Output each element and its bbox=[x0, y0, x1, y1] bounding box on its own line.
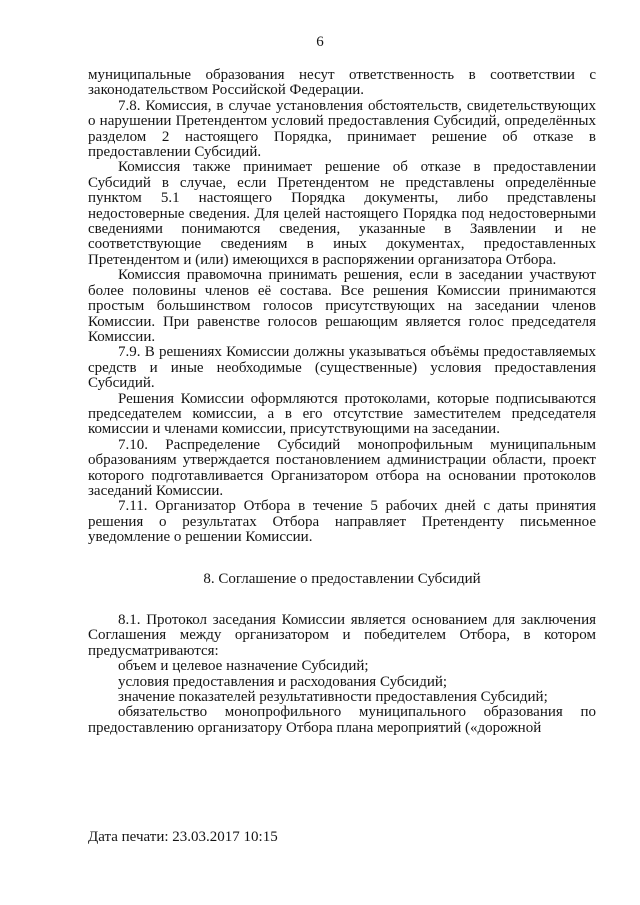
paragraph: обязательство монопрофильного муниципального образования по предоставлению организатору Отбора плана мероприятий («дорожной bbox=[88, 704, 596, 736]
paragraph: Решения Комиссии оформляются протоколами, которые подписываются председателем комиссии, а в его отсутствие заместителем председателя комиссии и членами комиссии, присутствующими на заседании. bbox=[88, 390, 596, 438]
section-paragraph: 8.1. Протокол заседания Комиссии является основанием для заключения Соглашения между организатором и победителем Отбора, в котором предусматриваются: bbox=[88, 612, 596, 659]
document-body bbox=[88, 68, 596, 736]
list-item: значение показателей результативности предоставления Субсидий; bbox=[118, 689, 548, 706]
paragraph: 7.9. В решениях Комиссии должны указываться объёмы предоставляемых средств и иные необходимые (существенные) условия предоставления Субсидий. bbox=[88, 344, 596, 392]
paragraph: Комиссия правомочна принимать решения, если в заседании участвуют более половины членов её состава. Все решения Комиссии принимаются простым большинством голосов присутствующих на заседании членов Комиссии. При равенстве голосов решающим является голос председателя Комиссии. bbox=[88, 267, 596, 345]
paragraph: 7.10. Распределение Субсидий монопрофильным муниципальным образованиям утверждается постановлением администрации области, проект которого подготавливается Организатором отбора на основании протоколов заседаний Комиссии. bbox=[88, 436, 596, 499]
paragraph: муниципальные образования несут ответственность в соответствии с законодательством Российской Федерации. bbox=[88, 67, 596, 99]
list-item: условия предоставления и расходования Субсидий; bbox=[118, 673, 448, 690]
paragraph: Комиссия также принимает решение об отказе в предоставлении Субсидий в случае, если Претендентом не представлены определённые пунктом 5.1 настоящего Порядка документы, либо представлены недостоверные сведения. Для целей настоящего Порядка под недостоверными сведениями понимаются сведения, указанные в Заявлении и не соответствующие сведениям в иных документах, предоставленных Претендентом и (или) имеющихся в распоряжении организатора Отбора. bbox=[88, 159, 596, 268]
section-heading: 8. Соглашение о предоставлении Субсидий bbox=[203, 570, 481, 587]
paragraph: 7.11. Организатор Отбора в течение 5 рабочих дней с даты принятия решения о результатах Отбора направляет Претенденту письменное уведомление о решении Комиссии. bbox=[88, 498, 596, 546]
list-item: объем и целевое назначение Субсидий; bbox=[118, 658, 369, 675]
page-number: 6 bbox=[316, 34, 324, 50]
paragraph: 7.8. Комиссия, в случае установления обстоятельств, свидетельствующих о нарушении Претендентом условий предоставления Субсидий, определённых разделом 2 настоящего Порядка, принимает решение об отказе в предоставлении Субсидий. bbox=[88, 97, 596, 161]
print-date-footer: Дата печати: 23.03.2017 10:15 bbox=[88, 829, 278, 845]
